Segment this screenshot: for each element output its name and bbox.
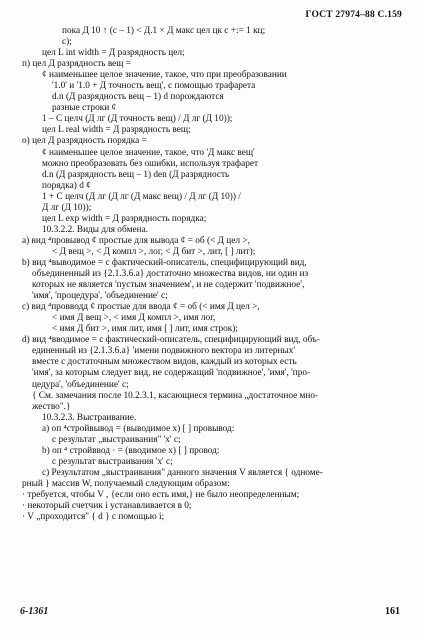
text-line: единенный из {2.1.3.6.a} 'имени подвижного вектора из литерных' [32,346,296,357]
text-line: d.n (Д разрядность вещ – 1) d порождаются [52,92,224,103]
text-line: · требуется, чтобы V , {если оно есть имя,} не было неопределенным; [22,489,300,500]
text-line: d.n (Д разрядность вещ – 1) den (Д разрядность [42,169,230,180]
text-line: цел L exp width = Д разрядность порядка; [42,213,207,224]
text-line: 'имя', 'процедура', 'объединение' с; [32,291,168,302]
text-line: вместе с достаточным множеством видов, каждый из которых есть [32,357,297,368]
text-line: 10.3.2.3. Выстраивание. [42,412,137,423]
text-line: с); [62,37,72,48]
text-line: < имя Д бит >, имя лит, имя [ ] лит, имя строк); [52,324,238,335]
text-line: которых не является 'пустым значением', и не содержит 'подвижное', [32,280,305,291]
text-line: п) цел Д разрядность вещ = [22,59,132,70]
text-line: b) вид ⁴выводимое = с фактический-описатель, специфицирующий вид, [22,257,307,268]
text-line: цел L int width = Д разрядность цел; [42,48,185,59]
text-line: < имя Д вещ >, < имя Д компл >, имя лог, [52,313,216,324]
text-line: d) вид ⁴вводимое = с фактический-описатель, специфицирующий вид, объ- [22,335,320,346]
text-line: a) вид ⁴провывод ¢ простые для вывода ¢ = об (< Д цел >, [22,235,250,246]
text-line: жество".} [32,401,71,412]
text-line: цел L real width = Д разрядность вещ; [42,125,191,136]
text-line: 1 – С целч (Д лг (Д точность вещ) / Д лг (Д 10)); [42,114,233,125]
text-line: b) оп ⁴ стройввод · = (вводимое x) [ ] провод: [42,445,220,456]
text-line: с результат „выстраивания" 'x' с; [52,434,181,445]
text-line: порядка) d ¢ [42,180,91,191]
text-line: разные строки ¢ [52,103,117,114]
text-line: о) цел Д разрядность порядка = [22,136,147,147]
text-line: < Д вещ >, < Д компл >, лог, < Д бит >, лит, [ ] лит); [52,246,256,257]
text-line: 1 + С целч (Д лг (Д лг (Д макс вещ) / Д лг (Д 10)) / [42,191,241,202]
text-line: рный } массив W, получаемый следующим образом: [22,478,230,489]
text-line: a) оп ⁴стройвывод = (выводимое x) [ ] провывод: [42,423,235,434]
page-header: ГОСТ 27974–88 С.159 [305,10,402,20]
text-line: c) Результатом „выстраивания" данного значения V является { одноме- [42,467,323,478]
text-line: цедура', 'объединение' с; [32,379,129,390]
text-line: c) вид ⁴провводд ¢ простые для ввода ¢ = об (< имя Д цел >, [22,302,260,313]
text-line: · некоторый счетчик i устанавливается в 0; [22,501,192,512]
text-line: объединенный из {2.1.3.6.a} достаточно множества видов, ни один из [32,269,309,280]
text-line: '1.0' и '1.0 + Д точность вещ', с помощью трафарета [52,81,256,92]
text-line: ¢ наименьшее целое значение, такое, что 'Д макс вещ' [42,147,255,158]
text-line: можно преобразовать без ошибки, используя трафарет [42,158,259,169]
text-line: с результат выстраивания 'x' с; [52,456,173,467]
footer-sheet-number: 6-1361 [20,606,49,617]
text-line: 'имя', за которым следует вид, не содержащий 'подвижное', 'имя', 'про- [32,368,311,379]
text-line: 10.3.2.2. Виды для обмена. [42,224,149,235]
document-body [22,26,402,523]
text-line: · V „проходится" { d } с помощью i; [22,512,165,523]
text-line: { См. замечания после 10.2.3.1, касающиеся термина „достаточное мно- [32,390,319,401]
text-line: Д лг (Д 10)); [42,202,92,213]
text-line: пока Д 10 ↑ (с – 1) < Д.1 × Д макс цел цк с +:= 1 кц; [62,26,266,36]
page-number: 161 [385,606,400,617]
text-line: ¢ наименьшее целое значение, такое, что при преобразовании [42,70,287,81]
